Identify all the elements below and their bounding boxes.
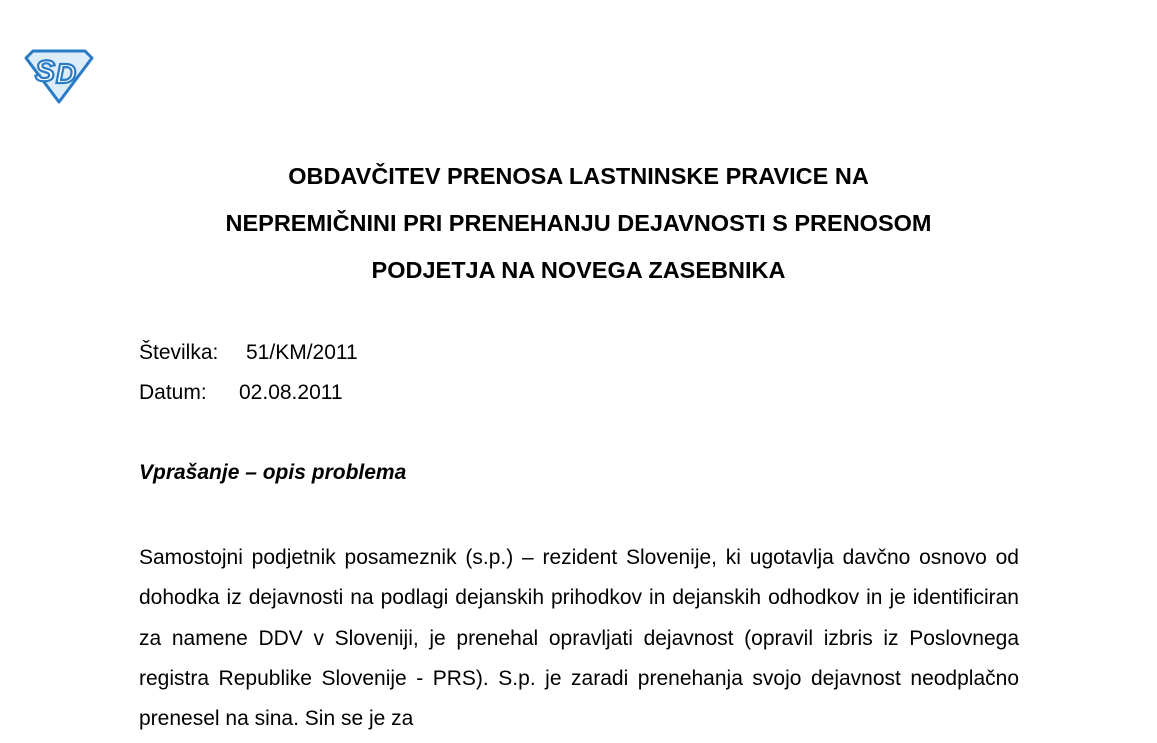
document-title (0, 153, 1157, 294)
section-heading: Vprašanje – opis problema (139, 461, 407, 484)
svg-text:S: S (34, 55, 56, 88)
document-date-row (139, 381, 343, 405)
title-line: OBDAVČITEV PRENOSA LASTNINSKE PRAVICE NA (288, 163, 869, 189)
number-value: 51/KM/2011 (246, 341, 358, 364)
document-number-row (139, 341, 358, 365)
number-label: Številka: (139, 341, 219, 364)
date-label: Datum: (139, 381, 207, 404)
date-value: 02.08.2011 (239, 381, 343, 404)
svg-text:D: D (55, 58, 77, 89)
sd-logo-icon (22, 48, 96, 104)
title-line: NEPREMIČNINI PRI PRENEHANJU DEJAVNOSTI S PRENOSOM (225, 210, 932, 236)
body-paragraph: Samostojni podjetnik posameznik (s.p.) – rezident Slovenije, ki ugotavlja davčno osnovo od dohodka iz dejavnosti na podlagi dejanskih prihodkov in dejanskih odhodkov in je identificiran za namene DDV v Sloveniji, je prenehal opravljati dejavnost (opravil izbris iz Poslovnega registra Republike Slovenije - PRS). S.p. je zaradi prenehanja svojo dejavnost neodplačno prenesel na sina. Sin se je za (139, 546, 1019, 730)
title-line: PODJETJA NA NOVEGA ZASEBNIKA (371, 257, 786, 283)
